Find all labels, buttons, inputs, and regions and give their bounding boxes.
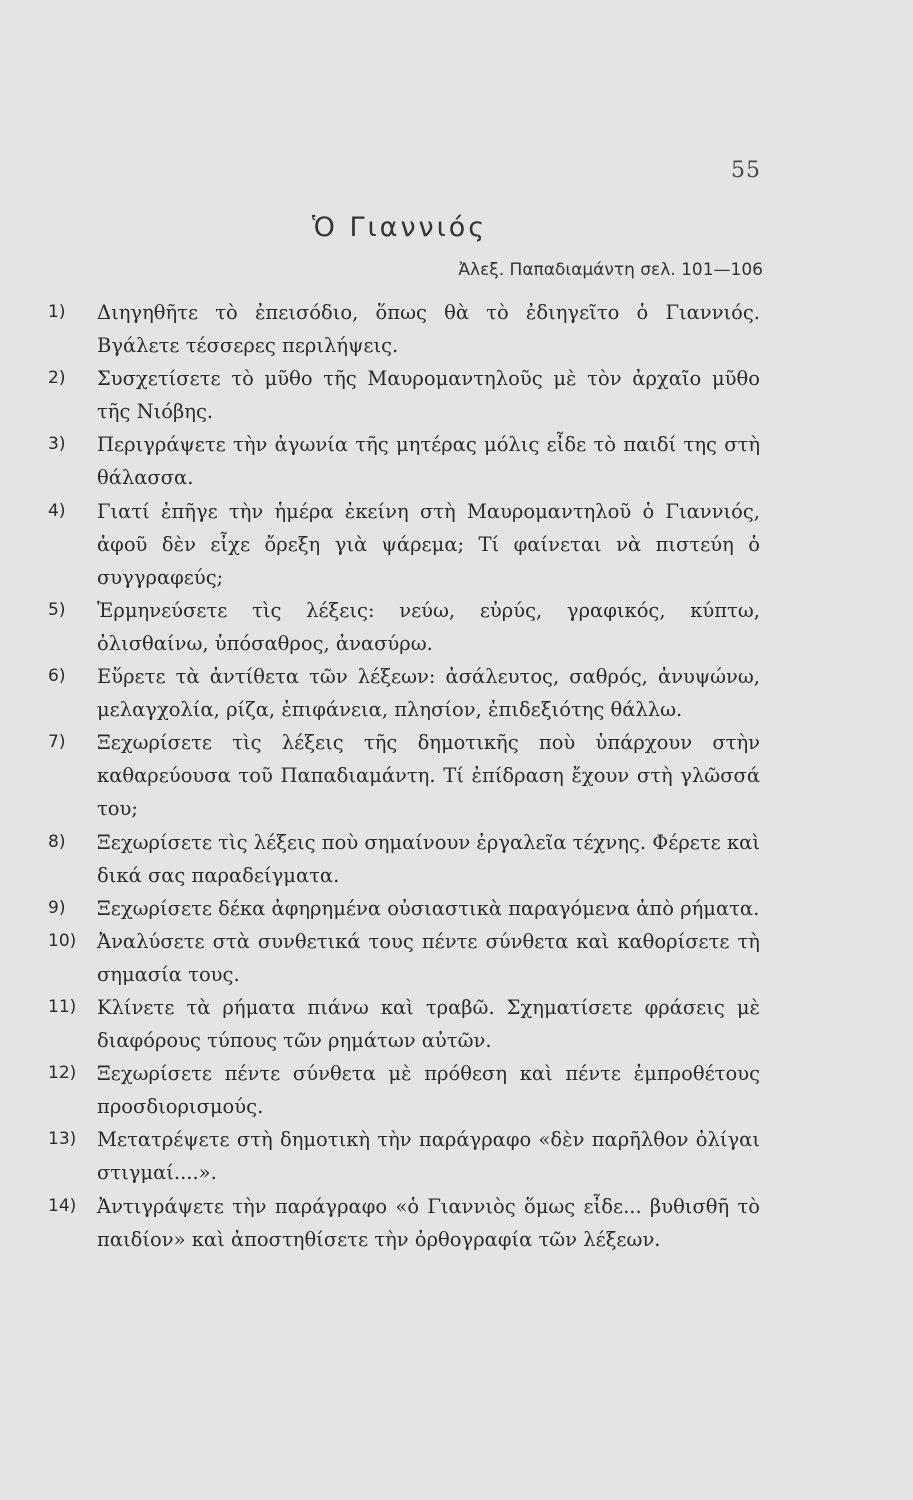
question-9 (48, 892, 760, 925)
question-number: 1) (48, 302, 66, 322)
question-number: 5) (48, 599, 66, 620)
question-1 (48, 296, 760, 362)
question-text: Ξεχωρίσετε τὶς λέξεις ποὺ σημαίνουν ἐργαλεῖα τέχνης. Φέρετε καὶ δικά σας παραδείγματα. (97, 830, 760, 887)
question-6 (48, 660, 760, 726)
question-number: 9) (48, 897, 66, 918)
question-text: Διηγηθῆτε τὸ ἐπεισόδιο, ὅπως θὰ τὸ ἐδιηγεῖτο ὁ Γιαννιός. Βγάλετε τέσσερες περιλήψεις. (97, 301, 760, 358)
question-number: 6) (48, 666, 66, 687)
question-4 (48, 495, 760, 594)
question-number: 14) (48, 1195, 77, 1216)
question-11 (48, 991, 760, 1057)
question-text: Περιγράψετε τὴν ἀγωνία τῆς μητέρας μόλις εἶδε τὸ παιδί της στὴ θάλασσα. (97, 433, 760, 490)
question-text: Εὕρετε τὰ ἀντίθετα τῶν λέξεων: ἀσάλευτος, σαθρός, ἀνυψώνω, μελαγχολία, ρίζα, ἐπιφάνεια, πλησίον, ἐπιδεξιότης θάλλω. (97, 665, 760, 722)
question-8 (48, 826, 760, 892)
question-list (48, 296, 760, 1256)
question-text: Ἀναλύσετε στὰ συνθετικά τους πέντε σύνθετα καὶ καθορίσετε τὴ σημασία τους. (97, 929, 760, 986)
page-number: 55 (731, 158, 761, 183)
question-2 (48, 362, 760, 428)
question-text: Ξεχωρίσετε δέκα ἀφηρημένα οὐσιαστικὰ παραγόμενα ἀπὸ ρήματα. (97, 896, 760, 920)
question-14 (48, 1190, 760, 1256)
question-number: 13) (48, 1129, 77, 1150)
question-10 (48, 925, 760, 991)
question-text: Κλίνετε τὰ ρήματα πιάνω καὶ τραβῶ. Σχηματίσετε φράσεις μὲ διαφόρους τύπους τῶν ρημάτων αὐτῶν. (97, 995, 760, 1053)
question-number: 8) (48, 831, 66, 852)
question-number: 3) (48, 434, 66, 455)
question-text: Ἑρμηνεύσετε τὶς λέξεις: νεύω, εὐρύς, γραφικός, κύπτω, ὀλισθαίνω, ὑπόσαθρος, ἀνασύρω. (97, 598, 760, 655)
question-13 (48, 1123, 760, 1189)
question-number: 12) (48, 1063, 77, 1084)
question-7 (48, 726, 760, 825)
question-text: Ξεχωρίσετε πέντε σύνθετα μὲ πρόθεση καὶ πέντε ἐμπροθέτους προσδιορισμούς. (97, 1062, 760, 1119)
question-number: 7) (48, 732, 66, 753)
question-text: Ἀντιγράψετε τὴν παράγραφο «ὁ Γιαννιὸς ὅμως εἶδε... βυθισθῆ τὸ παιδίον» καὶ ἀποστηθίσετε τὴν ὀρθογραφία τῶν λέξεων. (97, 1194, 760, 1251)
question-number: 4) (48, 500, 66, 521)
page-title: Ὁ Γιαννιός (312, 212, 488, 243)
question-text: Ξεχωρίσετε τὶς λέξεις τῆς δημοτικῆς ποὺ ὑπάρχουν στὴν καθαρεύουσα τοῦ Παπαδιαμάντη. Τί ἐπίδραση ἔχουν στὴ γλῶσσά του; (97, 731, 760, 821)
question-text: Γιατί ἐπῆγε τὴν ἡμέρα ἐκείνη στὴ Μαυρομαντηλοῦ ὁ Γιαννιός, ἀφοῦ δὲν εἶχε ὄρεξη γιὰ ψάρεμα; Τί φαίνεται νὰ πιστεύη ὁ συγγραφεύς; (97, 499, 760, 589)
question-text: Συσχετίσετε τὸ μῦθο τῆς Μαυρομαντηλοῦς μὲ τὸν ἀρχαῖο μῦθο τῆς Νιόβης. (97, 367, 760, 424)
question-text: Μετατρέψετε στὴ δημοτικὴ τὴν παράγραφο «δὲν παρῆλθον ὀλίγαι στιγμαί....». (97, 1128, 760, 1185)
question-12 (48, 1057, 760, 1123)
question-5 (48, 594, 760, 660)
question-3 (48, 428, 760, 494)
source-subtitle: Ἀλεξ. Παπαδιαμάντη σελ. 101—106 (458, 260, 763, 280)
question-number: 2) (48, 368, 66, 389)
question-number: 10) (48, 930, 77, 951)
question-number: 11) (48, 996, 77, 1017)
